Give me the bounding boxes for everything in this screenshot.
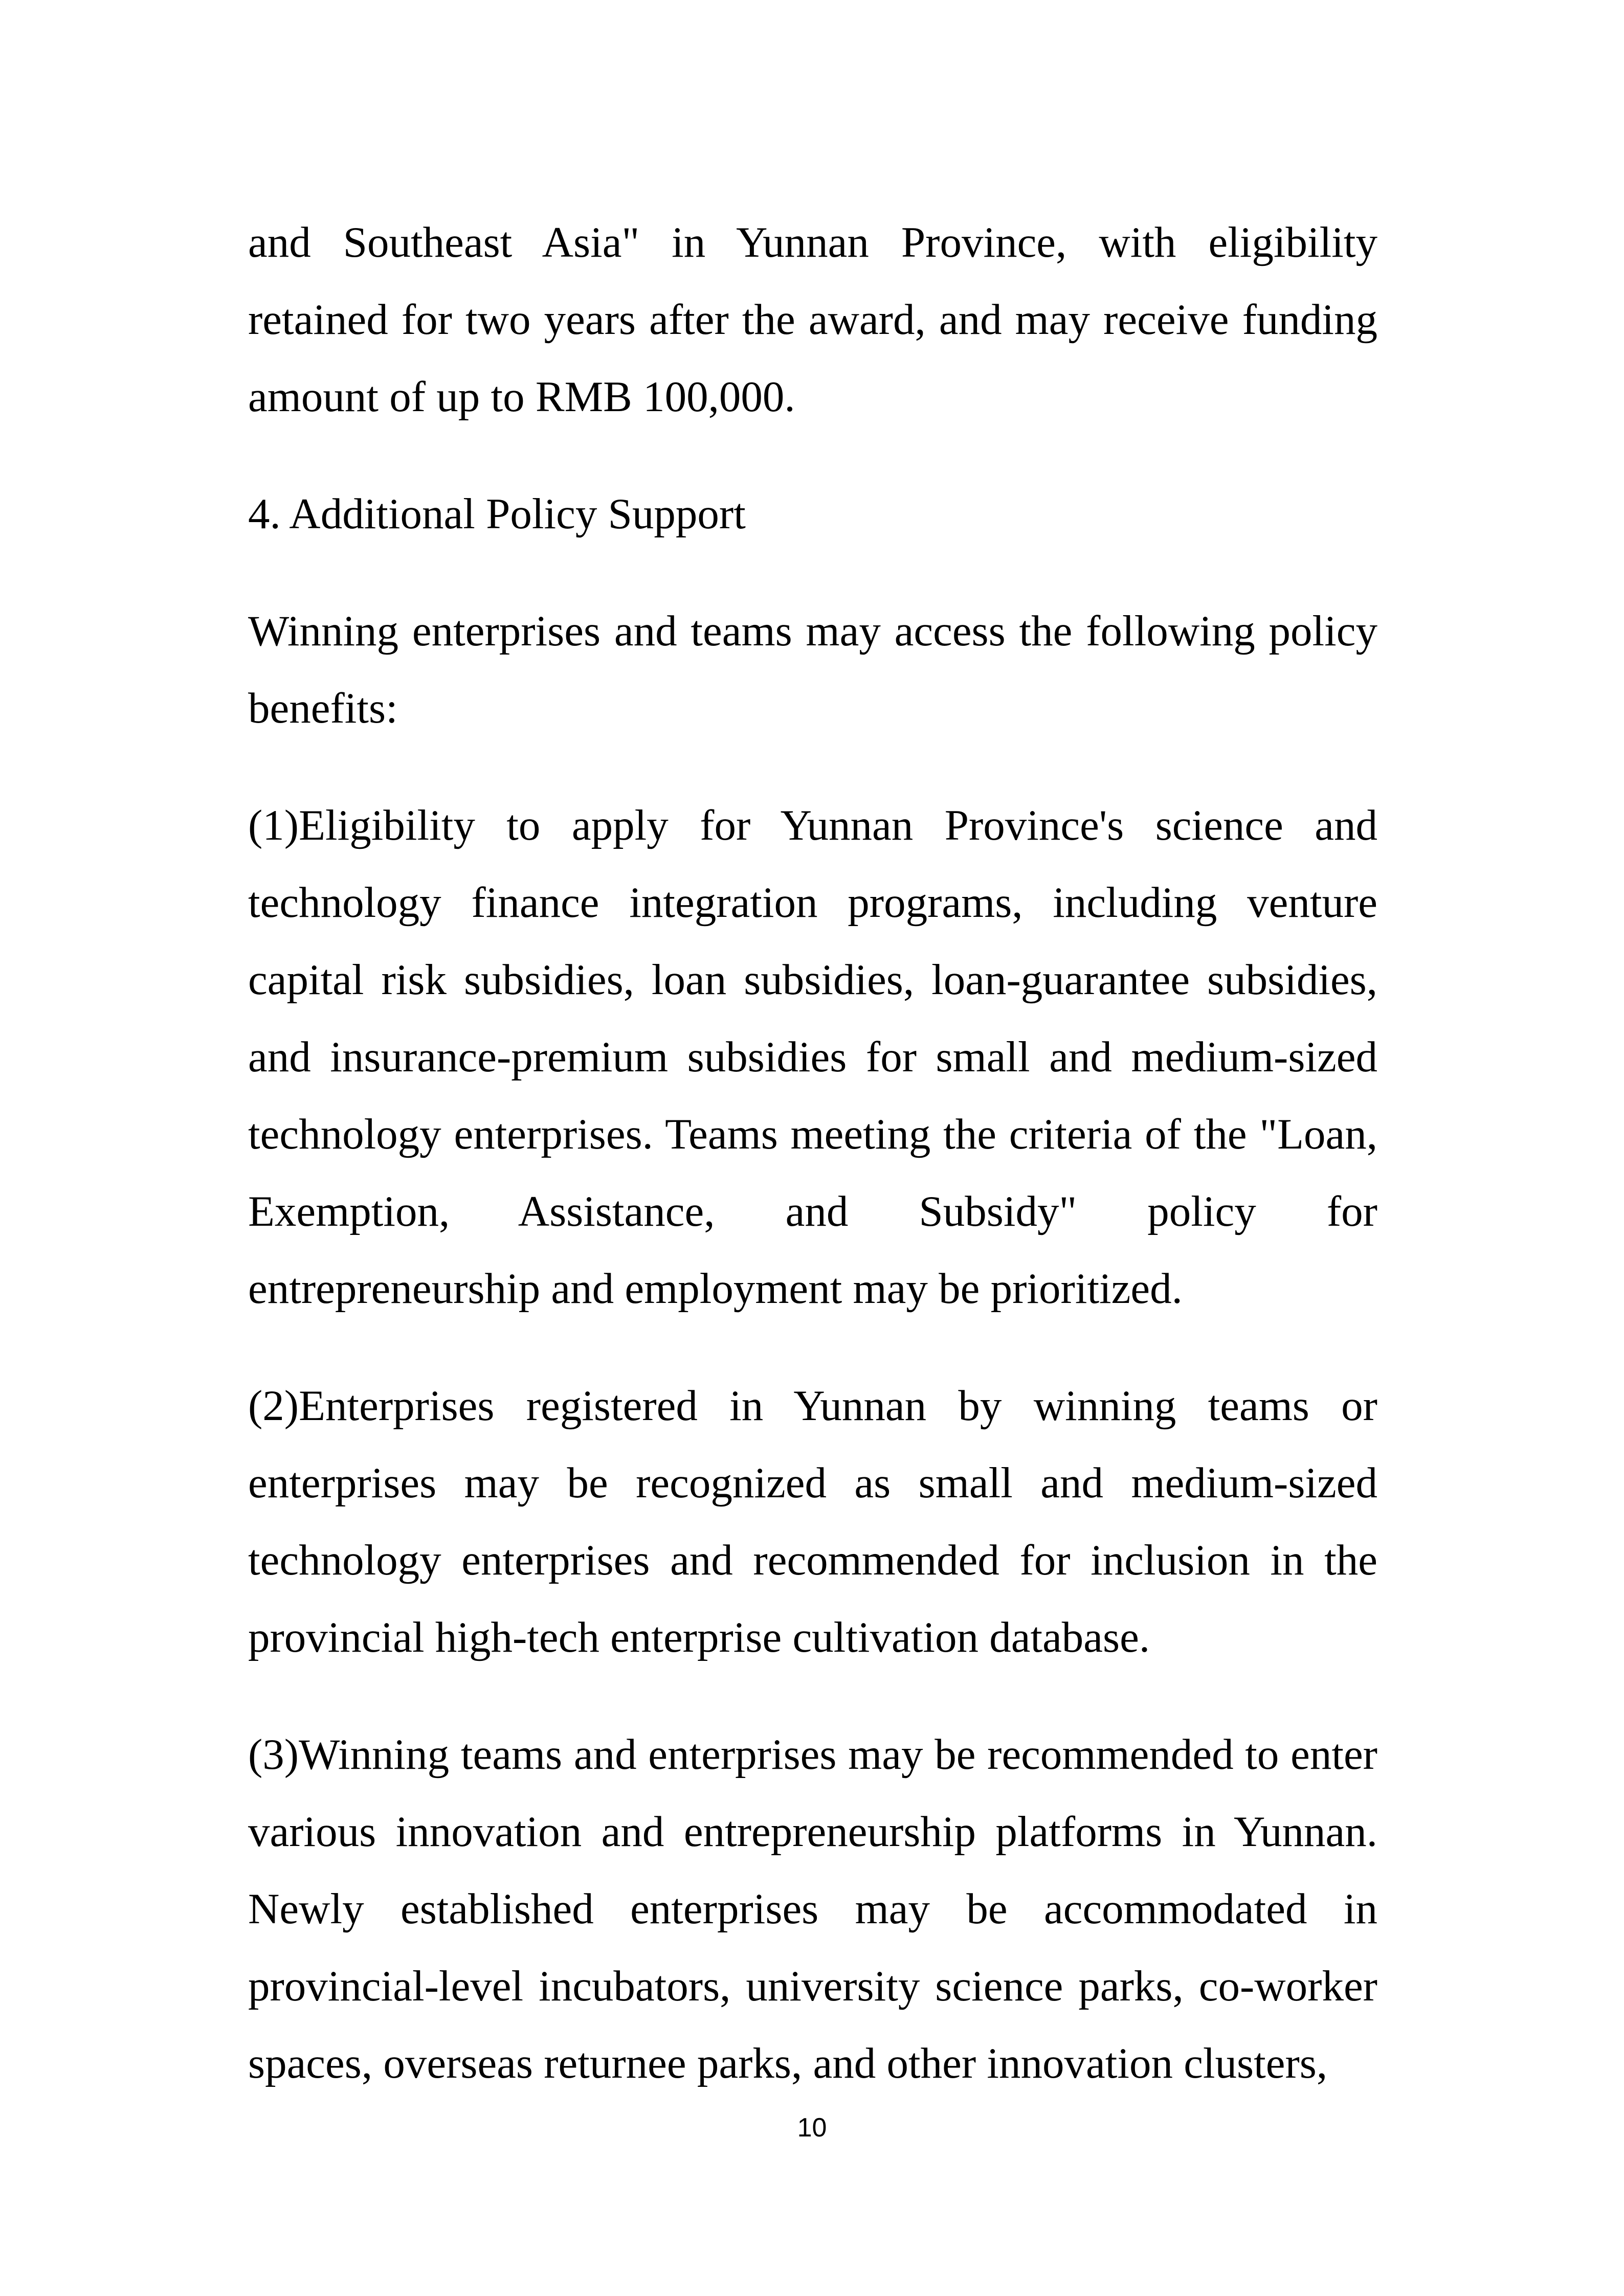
paragraph-continuation: and Southeast Asia" in Yunnan Province, with eligibility retained for two years after the award, and may receive funding amount of up to RMB 100,000. [248,218,1377,421]
paragraph-item-3: (3)Winning teams and enterprises may be recommended to enter various innovation and entrepreneurship platforms in Yunnan. Newly established enterprises may be accommodated in provincial-level incubators, university science parks, co-worker spaces, overseas returnee parks, and other innovation clusters, [248,1730,1377,2087]
paragraph-item-2: (2)Enterprises registered in Yunnan by winning teams or enterprises may be recognized as small and medium-sized technology enterprises and recommended for inclusion in the provincial high-tech enterprise cultivation database. [248,1382,1377,1661]
text-block [248,204,1377,2142]
section-heading: 4. Additional Policy Support [248,490,746,538]
page-number: 10 [797,2113,827,2143]
paragraph-intro: Winning enterprises and teams may access the following policy benefits: [248,607,1377,732]
paragraph-item-1: (1)Eligibility to apply for Yunnan Province's science and technology finance integration programs, including venture capital risk subsidies, loan subsidies, loan-guarantee subsidies, and insurance-premium subsidies for small and medium-sized technology enterprises. Teams meeting the criteria of the "Loan, Exemption, Assistance, and Subsidy" policy for entrepreneurship and employment may be prioritized. [248,801,1377,1313]
